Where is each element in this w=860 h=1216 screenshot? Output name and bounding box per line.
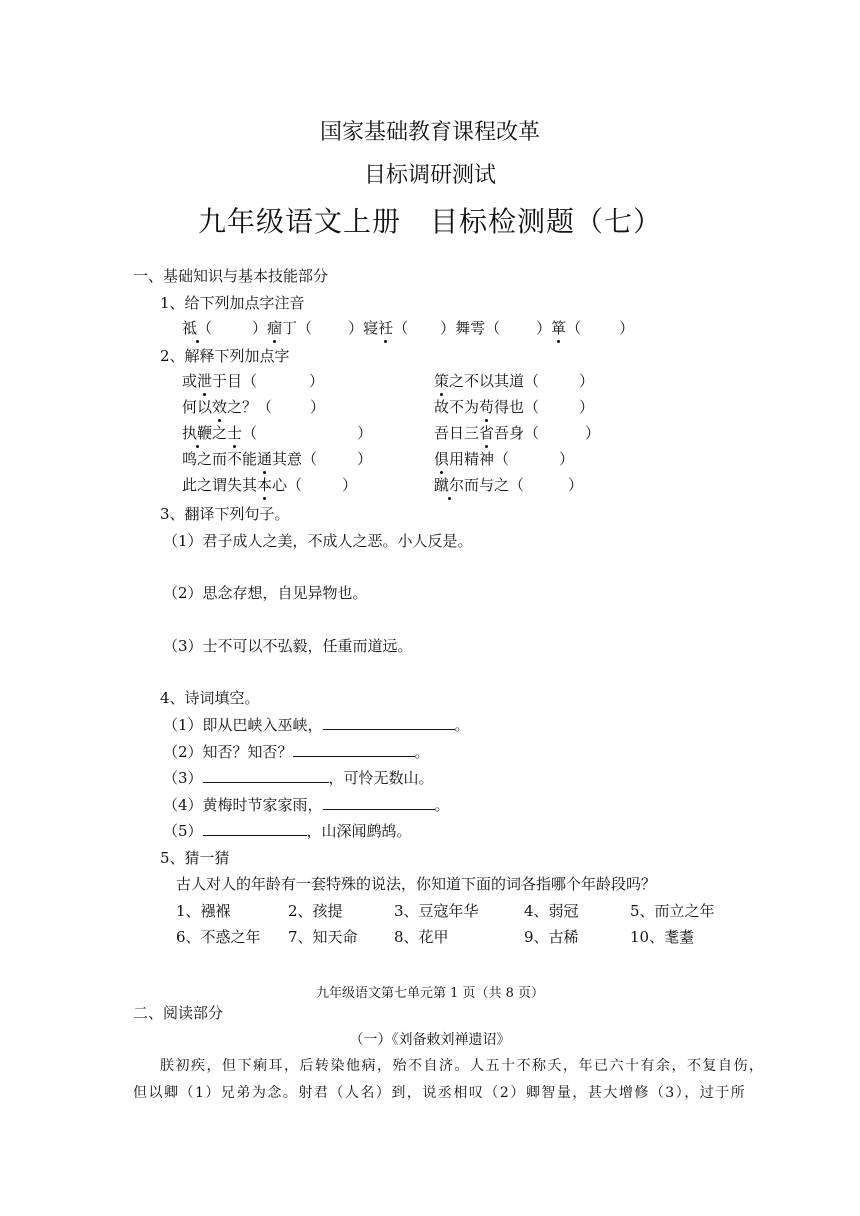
section2-heading: 二、阅读部分 [133,1004,224,1022]
q5-intro: 古人对人的年龄有一套特殊的说法，你知道下面的词各指哪个年龄段吗？ [176,875,657,893]
q4-item-1: （1）即从巴峡入巫峡， 。 [163,716,470,734]
q4-item-5: （5） ，山深闻鹧鸪。 [163,822,412,840]
q2-right-item-5: 蹴尔而与之（ ） [434,476,584,494]
q3-item-2: （2）思念存想，自见异物也。 [163,584,368,602]
page-footer: 九年级语文第七单元第 1 页（共 8 页） [315,986,545,1001]
reading-paragraph-line1: 朕初疾，但下痢耳，后转染他病，殆不自济。人五十不称夭，年已六十有余，不复自伤， [160,1058,765,1074]
fill-blank[interactable] [323,795,435,810]
q2-left-item-1: 或泄于目（ ） [182,372,325,390]
q5-term: 10、耄耋 [630,928,695,946]
q3-item-3: （3）士不可以不弘毅，任重而道远。 [163,637,413,655]
q2-right-item-2: 故不为苟得也（ ） [434,398,595,416]
fill-blank[interactable] [203,768,329,783]
q1-phonetic-line: 祗（ ）痼丁（ ）寝衽（ ）舞雩（ ）箪（ ） [182,319,635,337]
q2-right-item-4: 俱用精神（ ） [434,450,575,468]
q4-item-4: （4）黄梅时节家家雨， 。 [163,796,450,814]
fill-blank[interactable] [203,821,307,836]
q5-term: 5、而立之年 [630,902,715,920]
q5-term: 1、襁褓 [176,902,231,920]
q2-left-item-4: 鸣之而不能通其意（ ） [182,450,373,468]
q4-item-3: （3） ，可怜无数山。 [163,769,434,787]
q5-term: 3、豆寇年华 [394,902,479,920]
dotted-char: 箪 [551,319,567,337]
header-title-line1: 国家基础教育课程改革 [319,120,540,145]
q2-left-item-3: 执鞭之士（ ） [182,424,373,442]
q2-right-item-3: 吾日三省吾身（ ） [434,424,601,442]
header-title-main: 九年级语文上册 目标检测题（七） [197,205,662,238]
reading-paragraph-line2: 但以卿（1）兄弟为念。射君（人名）到，说丞相叹（2）卿智量，甚大增修（3），过于所 [133,1085,747,1101]
header-title-line2: 目标调研测试 [363,163,496,188]
q4-heading: 4、诗词填空。 [160,689,260,707]
q5-term: 8、花甲 [394,928,449,946]
q5-term: 6、不惑之年 [176,928,261,946]
q5-term: 9、古稀 [524,928,579,946]
reading-title: （一）《刘备敕刘禅遗诏》 [349,1032,511,1048]
dotted-char: 痼 [267,319,283,337]
q5-term: 7、知天命 [288,928,358,946]
q1-heading: 1、给下列加点字注音 [160,294,305,312]
fill-blank[interactable] [293,742,415,757]
q2-left-item-2: 何以效之？（ ） [182,398,326,416]
q3-heading: 3、翻译下列句子。 [160,505,290,523]
section1-heading: 一、基础知识与基本技能部分 [133,267,329,285]
fill-blank[interactable] [323,715,455,730]
q3-item-1: （1）君子成人之美，不成人之恶。小人反是。 [163,532,473,550]
q5-heading: 5、猜一猜 [160,849,230,867]
q2-right-item-1: 策之不以其道（ ） [434,372,595,390]
q5-term: 4、弱冠 [524,902,579,920]
dotted-char: 衽 [378,319,394,337]
dotted-char: 祗（ [182,319,213,337]
q5-term: 2、孩提 [288,902,343,920]
q2-left-item-5: 此之谓失其本心（ ） [182,476,358,494]
q4-item-2: （2）知否？知否？ 。 [163,743,430,761]
q2-heading: 2、解释下列加点字 [160,347,290,365]
